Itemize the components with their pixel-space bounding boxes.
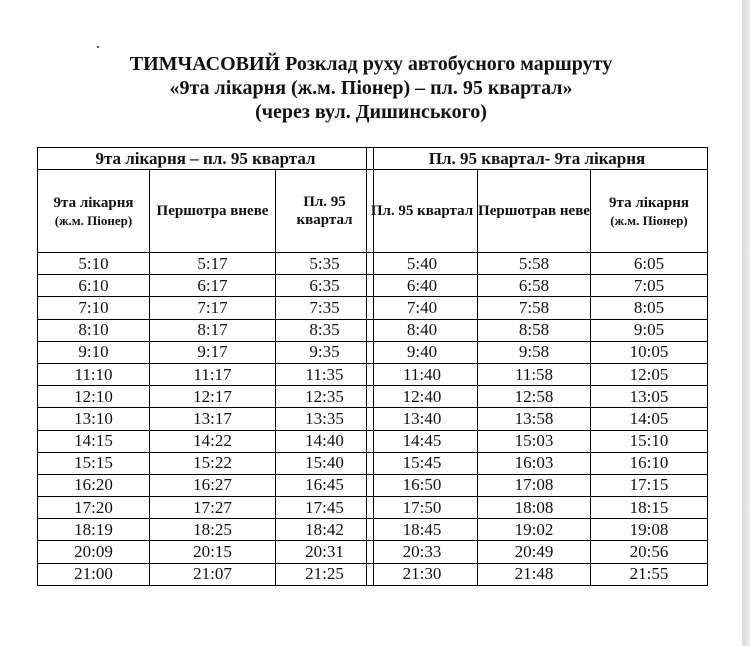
direction-header-return: Пл. 95 квартал- 9та лікарня (367, 148, 708, 170)
departure-time-cell: 19:08 (591, 519, 708, 541)
table-row (367, 563, 708, 585)
departure-time-cell: 12:58 (478, 386, 591, 408)
column-header (591, 170, 708, 253)
departure-time-cell: 21:07 (150, 563, 276, 585)
departure-time-cell: 5:40 (367, 253, 478, 275)
departure-time-cell: 5:17 (150, 253, 276, 275)
table-row (38, 363, 374, 385)
departure-time-cell: 8:40 (367, 319, 478, 341)
table-row (367, 319, 708, 341)
table-row (367, 474, 708, 496)
table-row (38, 319, 374, 341)
departure-time-cell: 12:17 (150, 386, 276, 408)
departure-time-cell: 15:40 (276, 452, 374, 474)
departure-time-cell: 19:02 (478, 519, 591, 541)
departure-time-cell: 13:35 (276, 408, 374, 430)
table-row (38, 452, 374, 474)
title-line-1 (0, 52, 742, 76)
departure-time-cell: 21:30 (367, 563, 478, 585)
departure-time-cell: 7:17 (150, 297, 276, 319)
table-row (38, 519, 374, 541)
departure-time-cell: 6:05 (591, 253, 708, 275)
title-via-street: (через вул. Дишинського) (255, 101, 487, 123)
table-row (367, 297, 708, 319)
table-row (38, 563, 374, 585)
departure-time-cell: 6:17 (150, 275, 276, 297)
departure-time-cell: 16:20 (38, 474, 150, 496)
title-temporary-label: ТИМЧАСОВИЙ (129, 53, 281, 75)
departure-time-cell: 18:45 (367, 519, 478, 541)
departure-time-cell: 7:40 (367, 297, 478, 319)
column-header-sublabel: (ж.м. Піонер) (54, 212, 133, 228)
table-row (367, 541, 708, 563)
table-row (38, 341, 374, 363)
departure-time-cell: 16:03 (478, 452, 591, 474)
departure-time-cell: 13:10 (38, 408, 150, 430)
departure-time-cell: 9:17 (150, 341, 276, 363)
table-row (367, 452, 708, 474)
departure-time-cell: 17:15 (591, 474, 708, 496)
departure-time-cell: 17:20 (38, 497, 150, 519)
column-header (367, 170, 478, 253)
departure-time-cell: 11:58 (478, 363, 591, 385)
departure-time-cell: 18:15 (591, 497, 708, 519)
departure-time-cell: 17:50 (367, 497, 478, 519)
departure-time-cell: 15:15 (38, 452, 150, 474)
departure-time-cell: 13:17 (150, 408, 276, 430)
departure-time-cell: 9:10 (38, 341, 150, 363)
table-row (38, 474, 374, 496)
table-row (38, 430, 374, 452)
departure-time-cell: 20:49 (478, 541, 591, 563)
departure-time-cell: 9:05 (591, 319, 708, 341)
timetable-body-return (367, 253, 708, 586)
table-row (367, 386, 708, 408)
departure-time-cell: 8:58 (478, 319, 591, 341)
table-row (38, 408, 374, 430)
departure-time-cell: 15:45 (367, 452, 478, 474)
schedule-title (0, 52, 742, 124)
departure-time-cell: 12:40 (367, 386, 478, 408)
departure-time-cell: 9:40 (367, 341, 478, 363)
departure-time-cell: 6:35 (276, 275, 374, 297)
departure-time-cell: 7:05 (591, 275, 708, 297)
table-row (38, 386, 374, 408)
departure-time-cell: 14:40 (276, 430, 374, 452)
departure-time-cell: 21:55 (591, 563, 708, 585)
departure-time-cell: 7:10 (38, 297, 150, 319)
column-header-label: Пл. 95 квартал (296, 194, 353, 228)
stray-dot (97, 46, 99, 48)
departure-time-cell: 14:45 (367, 430, 478, 452)
departure-time-cell: 20:31 (276, 541, 374, 563)
column-header (38, 170, 150, 253)
departure-time-cell: 18:42 (276, 519, 374, 541)
departure-time-cell: 5:10 (38, 253, 150, 275)
departure-time-cell: 13:05 (591, 386, 708, 408)
timetable-body-outbound (38, 253, 374, 586)
column-header (276, 170, 374, 253)
title-schedule-label: Розклад руху автобусного маршруту (280, 53, 613, 75)
schedule-table-return (366, 147, 708, 586)
column-header-label: Першотра вневе (156, 203, 269, 219)
departure-time-cell: 10:05 (591, 341, 708, 363)
departure-time-cell: 5:58 (478, 253, 591, 275)
departure-time-cell: 18:08 (478, 497, 591, 519)
table-row (38, 275, 374, 297)
departure-time-cell: 15:22 (150, 452, 276, 474)
table-row (367, 408, 708, 430)
table-row (38, 297, 374, 319)
departure-time-cell: 11:40 (367, 363, 478, 385)
departure-time-cell: 20:56 (591, 541, 708, 563)
departure-time-cell: 21:25 (276, 563, 374, 585)
departure-time-cell: 6:58 (478, 275, 591, 297)
departure-time-cell: 5:35 (276, 253, 374, 275)
departure-time-cell: 18:25 (150, 519, 276, 541)
column-header-label: Першотрав неве (478, 203, 590, 219)
column-header-label: 9та лікарня (609, 194, 689, 211)
departure-time-cell: 16:27 (150, 474, 276, 496)
table-row (367, 519, 708, 541)
departure-time-cell: 17:27 (150, 497, 276, 519)
departure-time-cell: 20:33 (367, 541, 478, 563)
departure-time-cell: 20:09 (38, 541, 150, 563)
table-row (367, 253, 708, 275)
column-header-label: Пл. 95 квартал (370, 203, 474, 219)
table-row (367, 275, 708, 297)
column-header-label: 9та лікарня (53, 194, 134, 211)
departure-time-cell: 14:15 (38, 430, 150, 452)
column-header-row (38, 170, 374, 253)
column-header-sublabel: (ж.м. Піонер) (610, 212, 688, 228)
departure-time-cell: 15:10 (591, 430, 708, 452)
departure-time-cell: 18:19 (38, 519, 150, 541)
departure-time-cell: 8:35 (276, 319, 374, 341)
departure-time-cell: 21:48 (478, 563, 591, 585)
column-header-row (367, 170, 708, 253)
table-row (367, 341, 708, 363)
page-edge-shadow (742, 0, 750, 646)
departure-time-cell: 11:17 (150, 363, 276, 385)
departure-time-cell: 8:05 (591, 297, 708, 319)
table-row (38, 541, 374, 563)
title-route-name: «9та лікарня (ж.м. Піонер) – пл. 95 квартал» (169, 77, 573, 99)
departure-time-cell: 14:05 (591, 408, 708, 430)
departure-time-cell: 11:10 (38, 363, 150, 385)
departure-time-cell: 6:40 (367, 275, 478, 297)
direction-header-outbound: 9та лікарня – пл. 95 квартал (38, 148, 374, 170)
table-row (367, 497, 708, 519)
departure-time-cell: 6:10 (38, 275, 150, 297)
departure-time-cell: 13:58 (478, 408, 591, 430)
departure-time-cell: 12:05 (591, 363, 708, 385)
departure-time-cell: 21:00 (38, 563, 150, 585)
table-row (367, 363, 708, 385)
departure-time-cell: 15:03 (478, 430, 591, 452)
departure-time-cell: 9:58 (478, 341, 591, 363)
table-row (367, 430, 708, 452)
departure-time-cell: 9:35 (276, 341, 374, 363)
departure-time-cell: 16:45 (276, 474, 374, 496)
departure-time-cell: 16:50 (367, 474, 478, 496)
table-row (38, 497, 374, 519)
departure-time-cell: 20:15 (150, 541, 276, 563)
column-header (478, 170, 591, 253)
departure-time-cell: 7:58 (478, 297, 591, 319)
departure-time-cell: 13:40 (367, 408, 478, 430)
departure-time-cell: 14:22 (150, 430, 276, 452)
schedule-table-outbound (37, 147, 374, 586)
departure-time-cell: 12:35 (276, 386, 374, 408)
departure-time-cell: 8:17 (150, 319, 276, 341)
departure-time-cell: 12:10 (38, 386, 150, 408)
departure-time-cell: 17:08 (478, 474, 591, 496)
table-row (38, 253, 374, 275)
column-header (150, 170, 276, 253)
departure-time-cell: 11:35 (276, 363, 374, 385)
departure-time-cell: 17:45 (276, 497, 374, 519)
departure-time-cell: 16:10 (591, 452, 708, 474)
departure-time-cell: 7:35 (276, 297, 374, 319)
departure-time-cell: 8:10 (38, 319, 150, 341)
